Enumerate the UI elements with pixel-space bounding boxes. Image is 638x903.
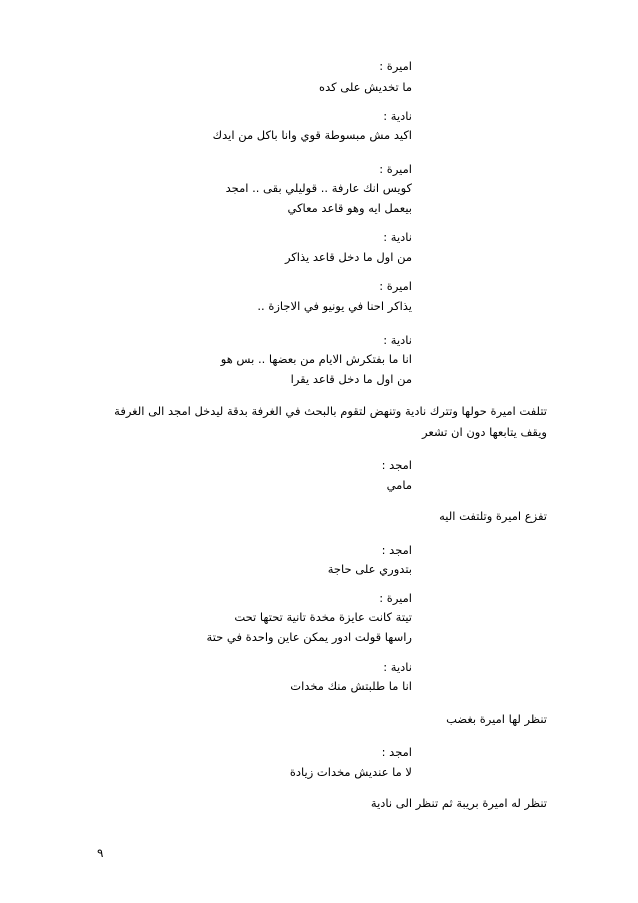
stage-direction-line: تنظر له اميرة بريبة ثم تنظر الى نادية — [370, 796, 547, 810]
speaker-label: نادية : — [383, 660, 412, 674]
speaker-label: نادية : — [383, 109, 412, 123]
speaker-label: نادية : — [383, 333, 412, 347]
speaker-label: اميرة : — [379, 59, 412, 73]
stage-direction-line: ويقف يتابعها دون ان تشعر — [422, 425, 547, 439]
speaker-label: امجد : — [381, 458, 412, 472]
dialog-line: اكيد مش مبسوطة قوي وانا باكل من ايدك — [212, 128, 412, 142]
dialog-line: انا ما طلبتش منك مخدات — [290, 679, 412, 693]
speaker-label: اميرة : — [379, 279, 412, 293]
dialog-line: راسها قولت ادور يمكن عاين واحدة في حتة — [206, 630, 412, 644]
dialog-line: لا ما عنديش مخدات زيادة — [289, 765, 412, 779]
dialog-line: ما تخديش على كده — [319, 80, 412, 94]
speaker-label: نادية : — [383, 230, 412, 244]
stage-direction-line: تتلفت اميرة حولها وتترك نادية وتنهض لتقوم بالبحث في الغرفة بدقة ليدخل امجد الى الغرفة — [114, 404, 547, 418]
dialog-line: بتدوري على حاجة — [327, 562, 412, 576]
dialog-line: تيتة كانت عايزة مخدة تانية تحتها تحت — [234, 610, 412, 624]
speaker-label: اميرة : — [379, 591, 412, 605]
dialog-line: من اول ما دخل قاعد يقرا — [290, 372, 412, 386]
dialog-line: بيعمل ايه وهو قاعد معاكي — [287, 201, 412, 215]
speaker-label: امجد : — [381, 543, 412, 557]
dialog-line: يذاكر احنا في يونيو في الاجازة .. — [257, 299, 412, 313]
stage-direction-line: تفزع اميرة وتلتفت اليه — [439, 509, 547, 523]
stage-direction-line: تنظر لها اميرة بغضب — [446, 712, 547, 726]
dialog-line: من اول ما دخل قاعد يذاكر — [284, 250, 412, 264]
dialog-line: مامي — [386, 478, 412, 492]
speaker-label: امجد : — [381, 745, 412, 759]
speaker-label: اميرة : — [379, 162, 412, 176]
dialog-line: كويس انك عارفة .. قوليلي بقى .. امجد — [225, 181, 412, 195]
dialog-line: انا ما بفتكرش الايام من بعضها .. بس هو — [220, 352, 412, 366]
page-number: ٩ — [97, 846, 104, 860]
